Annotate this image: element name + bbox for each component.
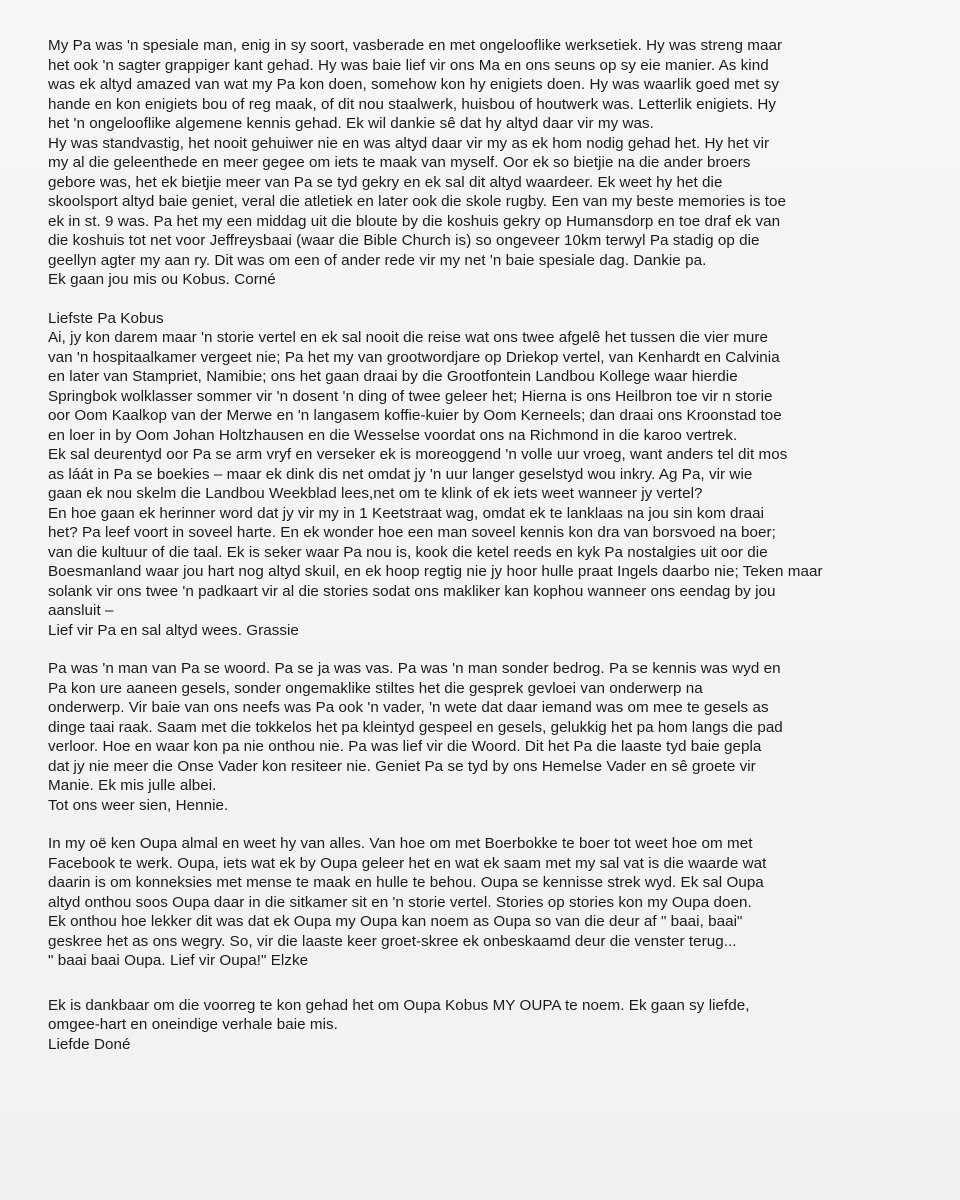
paragraph-gap: [48, 971, 930, 990]
text-line: Ek sal deurentyd oor Pa se arm vryf en verseker ek is moreoggend 'n volle uur vroeg, want anders tel dit mos: [48, 446, 788, 463]
tribute-elzke: [48, 834, 930, 971]
text-line: Boesmanland waar jou hart nog altyd skuil, en ek hoop regtig nie jy hoor hulle praat Ingels daarbo nie; Teken maar: [48, 563, 823, 580]
paragraph-gap: [48, 640, 930, 659]
text-line: verloor. Hoe en waar kon pa nie onthou nie. Pa was lief vir die Woord. Dit het Pa die laaste tyd baie gepla: [48, 738, 762, 755]
text-line: In my oë ken Oupa almal en weet hy van alles. Van hoe om met Boerbokke te boer tot weet hoe om met: [48, 835, 753, 852]
paragraph-gap: [48, 290, 930, 309]
text-line: daarin is om konneksies met mense te maak en hulle te behou. Oupa se kennisse strek wyd. Ek sal Oupa: [48, 874, 764, 891]
paragraph-gap: [48, 815, 930, 834]
text-line: geellyn agter my aan ry. Dit was om een of ander rede vir my net 'n baie spesiale dag. Dankie pa.: [48, 251, 707, 269]
text-line: en later van Stampriet, Namibie; ons het gaan draai by die Grootfontein Landbou Kollege waar hierdie: [48, 368, 738, 385]
text-line: het ook 'n sagter grappiger kant gehad. Hy was baie lief vir ons Ma en ons seuns op sy eie manier. As kind: [48, 56, 769, 74]
signature-grassie: Lief vir Pa en sal altyd wees. Grassie: [48, 621, 299, 639]
text-line: my al die geleenthede en meer gegee om iets te maak van myself. Oor ek so bietjie na die ander broers: [48, 154, 751, 171]
text-line: het 'n ongelooflike algemene kennis gehad. Ek wil dankie sê dat hy altyd daar vir my was.: [48, 115, 654, 132]
text-line: hande en kon enigiets bou of reg maak, of dit nou staalwerk, huisbou of houtwerk was. Letterlik enigiets. Hy: [48, 95, 777, 113]
text-line: altyd onthou soos Oupa daar in die sitkamer sit en 'n storie vertel. Stories op stories kon my Oupa doen.: [48, 893, 752, 911]
tribute-done: [48, 996, 930, 1055]
text-line: en loer in by Oom Johan Holtzhausen en die Wesselse voordat ons na Richmond in die karoo vertrek.: [48, 426, 738, 444]
tribute-grassie: [48, 309, 930, 641]
text-line: van 'n hospitaalkamer vergeet nie; Pa het my van grootwordjare op Driekop vertel, van Kenhardt en Calvinia: [48, 348, 780, 366]
text-line: Pa was 'n man van Pa se woord. Pa se ja was vas. Pa was 'n man sonder bedrog. Pa se kennis was wyd en: [48, 660, 781, 677]
tribute-corne: [48, 36, 930, 290]
text-line: Ek onthou hoe lekker dit was dat ek Oupa my Oupa kan noem as Oupa so van die deur af " baai, baai": [48, 913, 743, 930]
text-line: solank vir ons twee 'n padkaart vir al die stories sodat ons makliker kan kophou wanneer ons eendag by jou: [48, 582, 776, 600]
text-line: oor Oom Kaalkop van der Merwe en 'n langasem koffie-kuier by Oom Kerneels; dan draai ons Kroonstad toe: [48, 407, 782, 424]
text-line: dinge taai raak. Saam met die tokkelos het pa kleintyd gespeel en gesels, gelukkig het pa hom langs die pad: [48, 718, 783, 736]
text-line: My Pa was 'n spesiale man, enig in sy soort, vasberade en met ongelooflike werksetiek. Hy was streng maar: [48, 37, 783, 54]
text-line: as láát in Pa se boekies – maar ek dink dis net omdat jy 'n uur langer geselstyd wou inkry. Ag Pa, vir wie: [48, 465, 753, 483]
text-line: dat jy nie meer die Onse Vader kon resiteer nie. Geniet Pa se tyd by ons Hemelse Vader en sê groete vir: [48, 757, 756, 775]
tribute-hennie: [48, 659, 930, 815]
text-line: gebore was, het ek bietjie meer van Pa se tyd gekry en ek sal dit altyd waardeer. Ek weet hy het die: [48, 173, 723, 191]
text-line: van die kultuur of die taal. Ek is seker waar Pa nou is, kook die ketel reeds en kyk Pa nostalgies uit oor die: [48, 543, 768, 561]
text-line: Ai, jy kon darem maar 'n storie vertel en ek sal nooit die reise wat ons twee afgelê het tussen die vier mure: [48, 329, 768, 346]
text-line: die koshuis tot net voor Jeffreysbaai (waar die Bible Church is) so ongeveer 10km terwyl Pa stadig op die: [48, 232, 760, 249]
text-line: Hy was standvastig, het nooit gehuiwer nie en was altyd daar vir my as ek hom nodig gehad het. Hy het vir: [48, 134, 770, 152]
text-line: gaan ek nou skelm die Landbou Weekblad lees,net om te klink of ek iets weet wanneer jy vertel?: [48, 485, 703, 502]
text-line: Springbok wolklasser sommer vir 'n dosent 'n ding of twee geleer het; Hierna is ons Heilbron toe vir n storie: [48, 387, 773, 405]
text-line: Manie. Ek mis julle albei.: [48, 777, 217, 794]
text-line: ek in st. 9 was. Pa het my een middag uit die bloute by die koshuis gekry op Humansdorp en toe draf ek van: [48, 212, 781, 230]
text-line: skoolsport altyd baie geniet, veral die atletiek en later ook die skole rugby. Een van my beste memories is toe: [48, 193, 787, 210]
signature-hennie: Tot ons weer sien, Hennie.: [48, 796, 229, 814]
text-line: omgee-hart en oneindige verhale baie mis.: [48, 1016, 338, 1033]
signature-corne: Ek gaan jou mis ou Kobus. Corné: [48, 271, 276, 288]
salutation: Liefste Pa Kobus: [48, 309, 164, 327]
signature-done: Liefde Doné: [48, 1035, 131, 1053]
signature-elzke: " baai baai Oupa. Lief vir Oupa!" Elzke: [48, 952, 309, 969]
text-line: Pa kon ure aaneen gesels, sonder ongemaklike stiltes het die gesprek gevloei van onderwerp na: [48, 679, 703, 697]
text-line: En hoe gaan ek herinner word dat jy vir my in 1 Keetstraat wag, omdat ek te lanklaas na jou sin kom draai: [48, 504, 765, 522]
text-line: geskree het as ons wegry. So, vir die laaste keer groet-skree ek onbeskaamd deur die venster terug...: [48, 932, 737, 950]
text-line: Facebook te werk. Oupa, iets wat ek by Oupa geleer het en wat ek saam met my sal vat is die waarde wat: [48, 854, 767, 872]
text-line: het? Pa leef voort in soveel harte. En ek wonder hoe een man soveel kennis kon dra van borsvoed na boer;: [48, 524, 776, 541]
text-line: Ek is dankbaar om die voorreg te kon gehad het om Oupa Kobus MY OUPA te noem. Ek gaan sy liefde,: [48, 996, 750, 1014]
text-line: aansluit –: [48, 602, 114, 619]
text-line: onderwerp. Vir baie van ons neefs was Pa ook 'n vader, 'n wete dat daar iemand was om mee te gesels as: [48, 699, 769, 716]
text-line: was ek altyd amazed van wat my Pa kon doen, somehow kon hy enigiets doen. Hy was waarlik goed met sy: [48, 76, 779, 93]
